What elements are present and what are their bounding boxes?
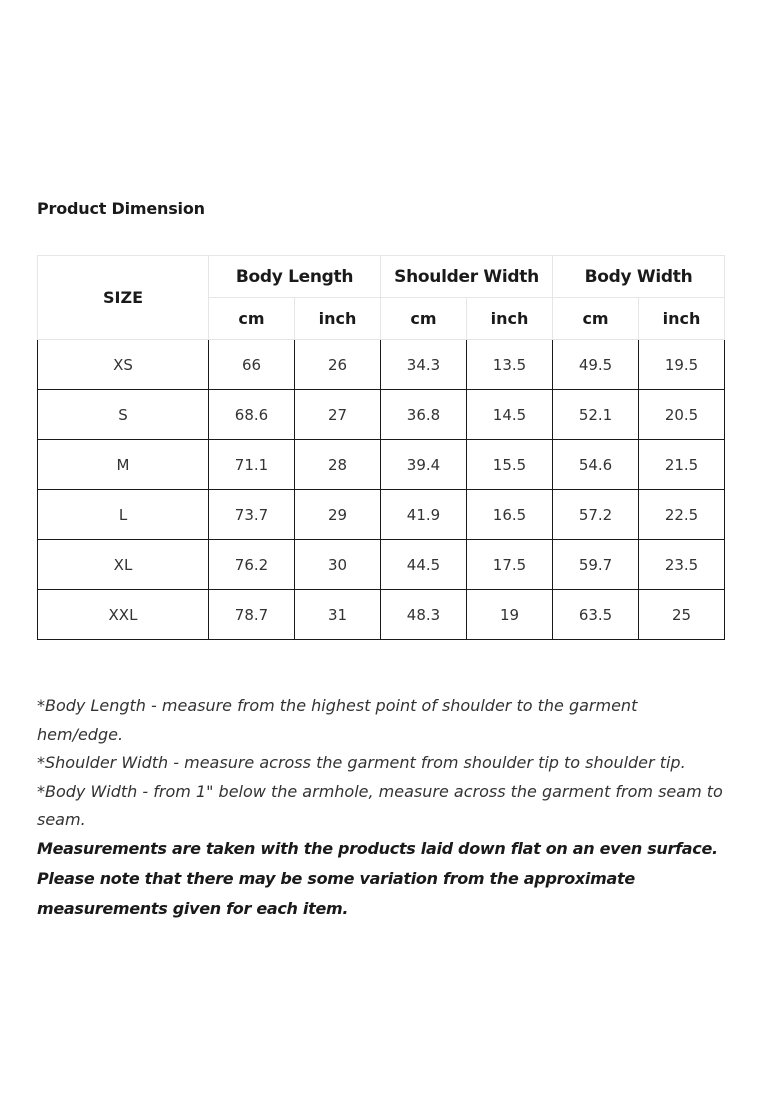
table-body	[38, 340, 725, 640]
size-cell: XS	[38, 340, 209, 390]
value-cell: 54.6	[553, 440, 639, 490]
unit-header: inch	[639, 298, 725, 340]
size-cell: XXL	[38, 590, 209, 640]
value-cell: 76.2	[209, 540, 295, 590]
table-row	[38, 440, 725, 490]
size-cell: M	[38, 440, 209, 490]
value-cell: 68.6	[209, 390, 295, 440]
value-cell: 30	[295, 540, 381, 590]
value-cell: 59.7	[553, 540, 639, 590]
value-cell: 71.1	[209, 440, 295, 490]
size-cell: XL	[38, 540, 209, 590]
value-cell: 41.9	[381, 490, 467, 540]
value-cell: 28	[295, 440, 381, 490]
table-row	[38, 490, 725, 540]
header-group-row	[38, 256, 725, 298]
value-cell: 29	[295, 490, 381, 540]
value-cell: 22.5	[639, 490, 725, 540]
value-cell: 31	[295, 590, 381, 640]
value-cell: 52.1	[553, 390, 639, 440]
value-cell: 57.2	[553, 490, 639, 540]
unit-header: cm	[381, 298, 467, 340]
size-chart-table	[37, 255, 725, 640]
value-cell: 26	[295, 340, 381, 390]
body-width-header: Body Width	[553, 256, 725, 298]
value-cell: 13.5	[467, 340, 553, 390]
value-cell: 19	[467, 590, 553, 640]
value-cell: 34.3	[381, 340, 467, 390]
value-cell: 48.3	[381, 590, 467, 640]
value-cell: 25	[639, 590, 725, 640]
value-cell: 15.5	[467, 440, 553, 490]
value-cell: 49.5	[553, 340, 639, 390]
measurement-notes	[37, 692, 727, 835]
value-cell: 17.5	[467, 540, 553, 590]
value-cell: 63.5	[553, 590, 639, 640]
unit-header: inch	[295, 298, 381, 340]
unit-header: inch	[467, 298, 553, 340]
size-cell: L	[38, 490, 209, 540]
value-cell: 66	[209, 340, 295, 390]
body-width-note: *Body Width - from 1" below the armhole, measure across the garment from seam to seam.	[37, 781, 723, 829]
body-length-note: *Body Length - measure from the highest point of shoulder to the garment hem/edge.	[37, 696, 638, 744]
size-column-header: SIZE	[38, 256, 209, 340]
value-cell: 44.5	[381, 540, 467, 590]
value-cell: 14.5	[467, 390, 553, 440]
value-cell: 36.8	[381, 390, 467, 440]
measurement-disclaimer: Measurements are taken with the products laid down flat on an even surface. Please note that there may be some variation from the approximate measurements given for each item.	[37, 839, 718, 918]
unit-header: cm	[553, 298, 639, 340]
page-title: Product Dimension	[37, 199, 205, 218]
table-row	[38, 540, 725, 590]
value-cell: 16.5	[467, 490, 553, 540]
value-cell: 73.7	[209, 490, 295, 540]
table-row	[38, 590, 725, 640]
value-cell: 21.5	[639, 440, 725, 490]
table-row	[38, 390, 725, 440]
value-cell: 23.5	[639, 540, 725, 590]
table-header	[38, 256, 725, 340]
body-length-header: Body Length	[209, 256, 381, 298]
value-cell: 39.4	[381, 440, 467, 490]
value-cell: 27	[295, 390, 381, 440]
value-cell: 20.5	[639, 390, 725, 440]
size-cell: S	[38, 390, 209, 440]
shoulder-width-note: *Shoulder Width - measure across the garment from shoulder tip to shoulder tip.	[37, 753, 686, 772]
shoulder-width-header: Shoulder Width	[381, 256, 553, 298]
value-cell: 78.7	[209, 590, 295, 640]
value-cell: 19.5	[639, 340, 725, 390]
unit-header: cm	[209, 298, 295, 340]
table-row	[38, 340, 725, 390]
